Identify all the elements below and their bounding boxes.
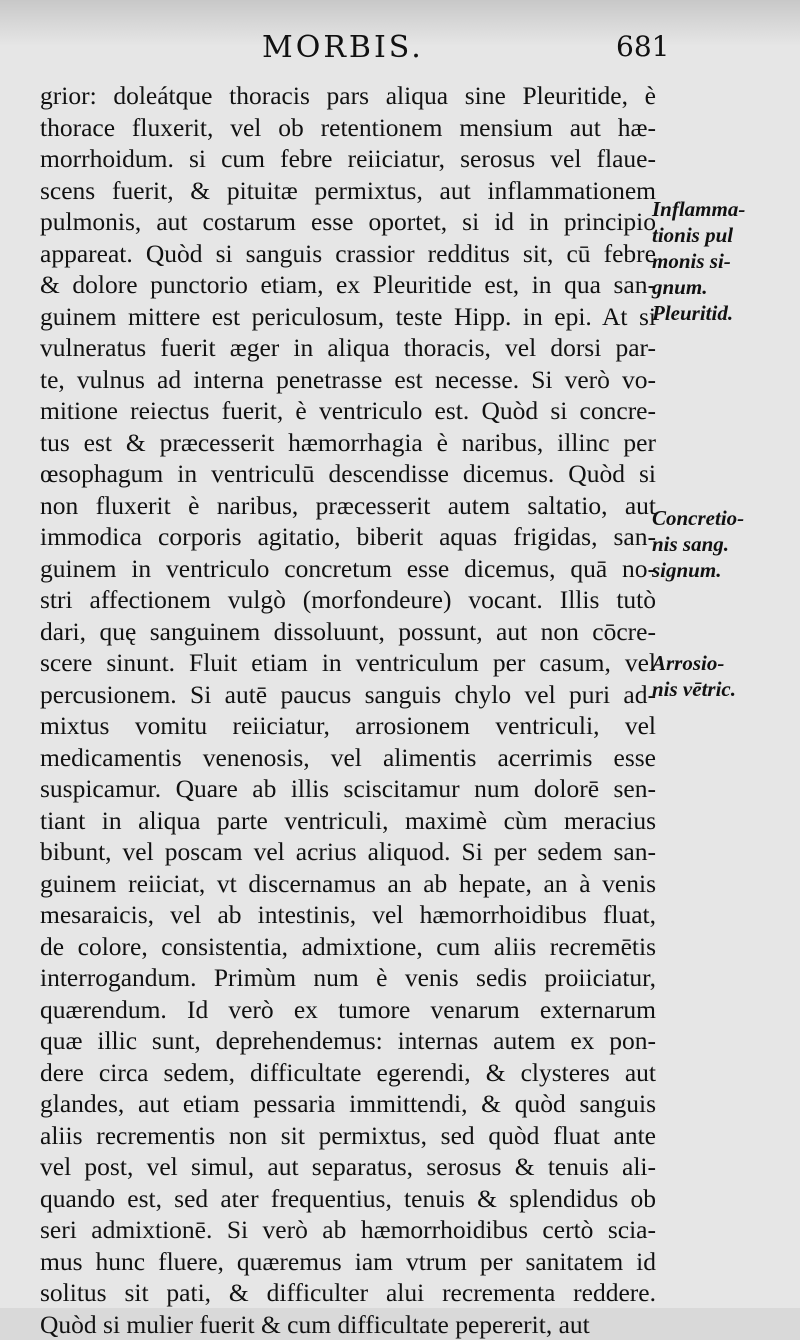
text-line: scere sinunt. Fluit etiam in ventriculum per casum, vel [40,647,656,679]
margin-note-line: monis si- [652,248,792,274]
text-line: interrogandum. Primùm num è venis sedis proiiciatur, [40,962,656,994]
text-line: thorace fluxerit, vel ob retentionem mensium aut hæ- [40,112,656,144]
margin-note-line: nis sang. [652,531,792,557]
text-line: dari, quę sanguinem dissoluunt, possunt, aut non cōcre- [40,616,656,648]
margin-note-concretion [652,505,792,583]
text-line: quærendum. Id verò ex tumore venarum externarum [40,994,656,1026]
text-line: mus hunc fluere, quæremus iam vtrum per sanitatem id [40,1246,656,1278]
text-line: bibunt, vel poscam vel acrius aliquod. Si per sedem san- [40,836,656,868]
margin-note-line: Arrosio- [652,650,792,676]
text-line: aliis recrementis non sit permixtus, sed quòd fluat ante [40,1120,656,1152]
page-number: 681 [616,30,669,63]
body-text [40,80,656,1340]
text-line: quando est, sed ater frequentius, tenuis & splendidus ob [40,1183,656,1215]
text-line: dere circa sedem, difficultate egerendi, & clysteres aut [40,1057,656,1089]
text-line: pulmonis, aut costarum esse oportet, si id in principio [40,206,656,238]
margin-note-line: gnum. [652,274,792,300]
text-line: grior: doleátque thoracis pars aliqua sine Pleuritide, è [40,80,656,112]
text-line: stri affectionem vulgò (morfondeure) vocant. Illis tutò [40,584,656,616]
text-line: quæ illic sunt, deprehendemus: internas autem ex pon- [40,1025,656,1057]
text-line: glandes, aut etiam pessaria immittendi, & quòd sanguis [40,1088,656,1120]
text-line: seri admixtionē. Si verò ab hæmorrhoidibus certò scia- [40,1214,656,1246]
text-line: morrhoidum. si cum febre reiiciatur, serosus vel flaue- [40,143,656,175]
text-line: appareat. Quòd si sanguis crassior redditus sit, cū febre [40,238,656,270]
margin-note-line: nis vētric. [652,676,792,702]
margin-note-line: tionis pul [652,222,792,248]
text-line: vulneratus fuerit æger in aliqua thoracis, vel dorsi par- [40,332,656,364]
text-line: mixtus vomitu reiiciatur, arrosionem ventriculi, vel [40,710,656,742]
margin-note-line: Pleuritid. [652,300,792,326]
text-line: solitus sit pati, & difficulter alui recrementa reddere. [40,1277,656,1309]
text-line: te, vulnus ad interna penetrasse est necesse. Si verò vo- [40,364,656,396]
text-line: œsophagum in ventriculū descendisse dicemus. Quòd si [40,458,656,490]
text-line: suspicamur. Quare ab illis sciscitamur num dolorē sen- [40,773,656,805]
text-line: guinem mittere est periculosum, teste Hipp. in epi. At si [40,301,656,333]
margin-note-inflammation [652,196,792,326]
text-line: tus est & præcesserit hæmorrhagia è naribus, illinc per [40,427,656,459]
text-line: de colore, consistentia, admixtione, cum aliis recremētis [40,931,656,963]
text-line: guinem reiiciat, vt discernamus an ab hepate, an à venis [40,868,656,900]
text-line: guinem in ventriculo concretum esse dicemus, quā no- [40,553,656,585]
margin-note-line: Concretio- [652,505,792,531]
text-line: & dolore punctorio etiam, ex Pleuritide est, in qua san- [40,269,656,301]
margin-note-line: Inflamma- [652,196,792,222]
text-line: scens fuerit, & pituitæ permixtus, aut inflammationem [40,175,656,207]
margin-note-line: signum. [652,557,792,583]
text-line: mitione reiectus fuerit, è ventriculo est. Quòd si concre- [40,395,656,427]
text-line: non fluxerit è naribus, præcesserit autem saltatio, aut [40,490,656,522]
text-line: percusionem. Si autē paucus sanguis chylo vel puri ad- [40,679,656,711]
margin-note-arrosion [652,650,792,702]
text-line: vel post, vel simul, aut separatus, serosus & tenuis ali- [40,1151,656,1183]
running-title: MORBIS. [262,30,424,65]
text-line: medicamentis venenosis, vel alimentis acerrimis esse [40,742,656,774]
text-line: tiant in aliqua parte ventriculi, maximè cùm meracius [40,805,656,837]
text-line: mesaraicis, vel ab intestinis, vel hæmorrhoidibus fluat, [40,899,656,931]
text-line: immodica corporis agitatio, biberit aquas frigidas, san- [40,521,656,553]
text-line: Quòd si mulier fuerit & cum difficultate pepererit, aut [40,1309,656,1340]
